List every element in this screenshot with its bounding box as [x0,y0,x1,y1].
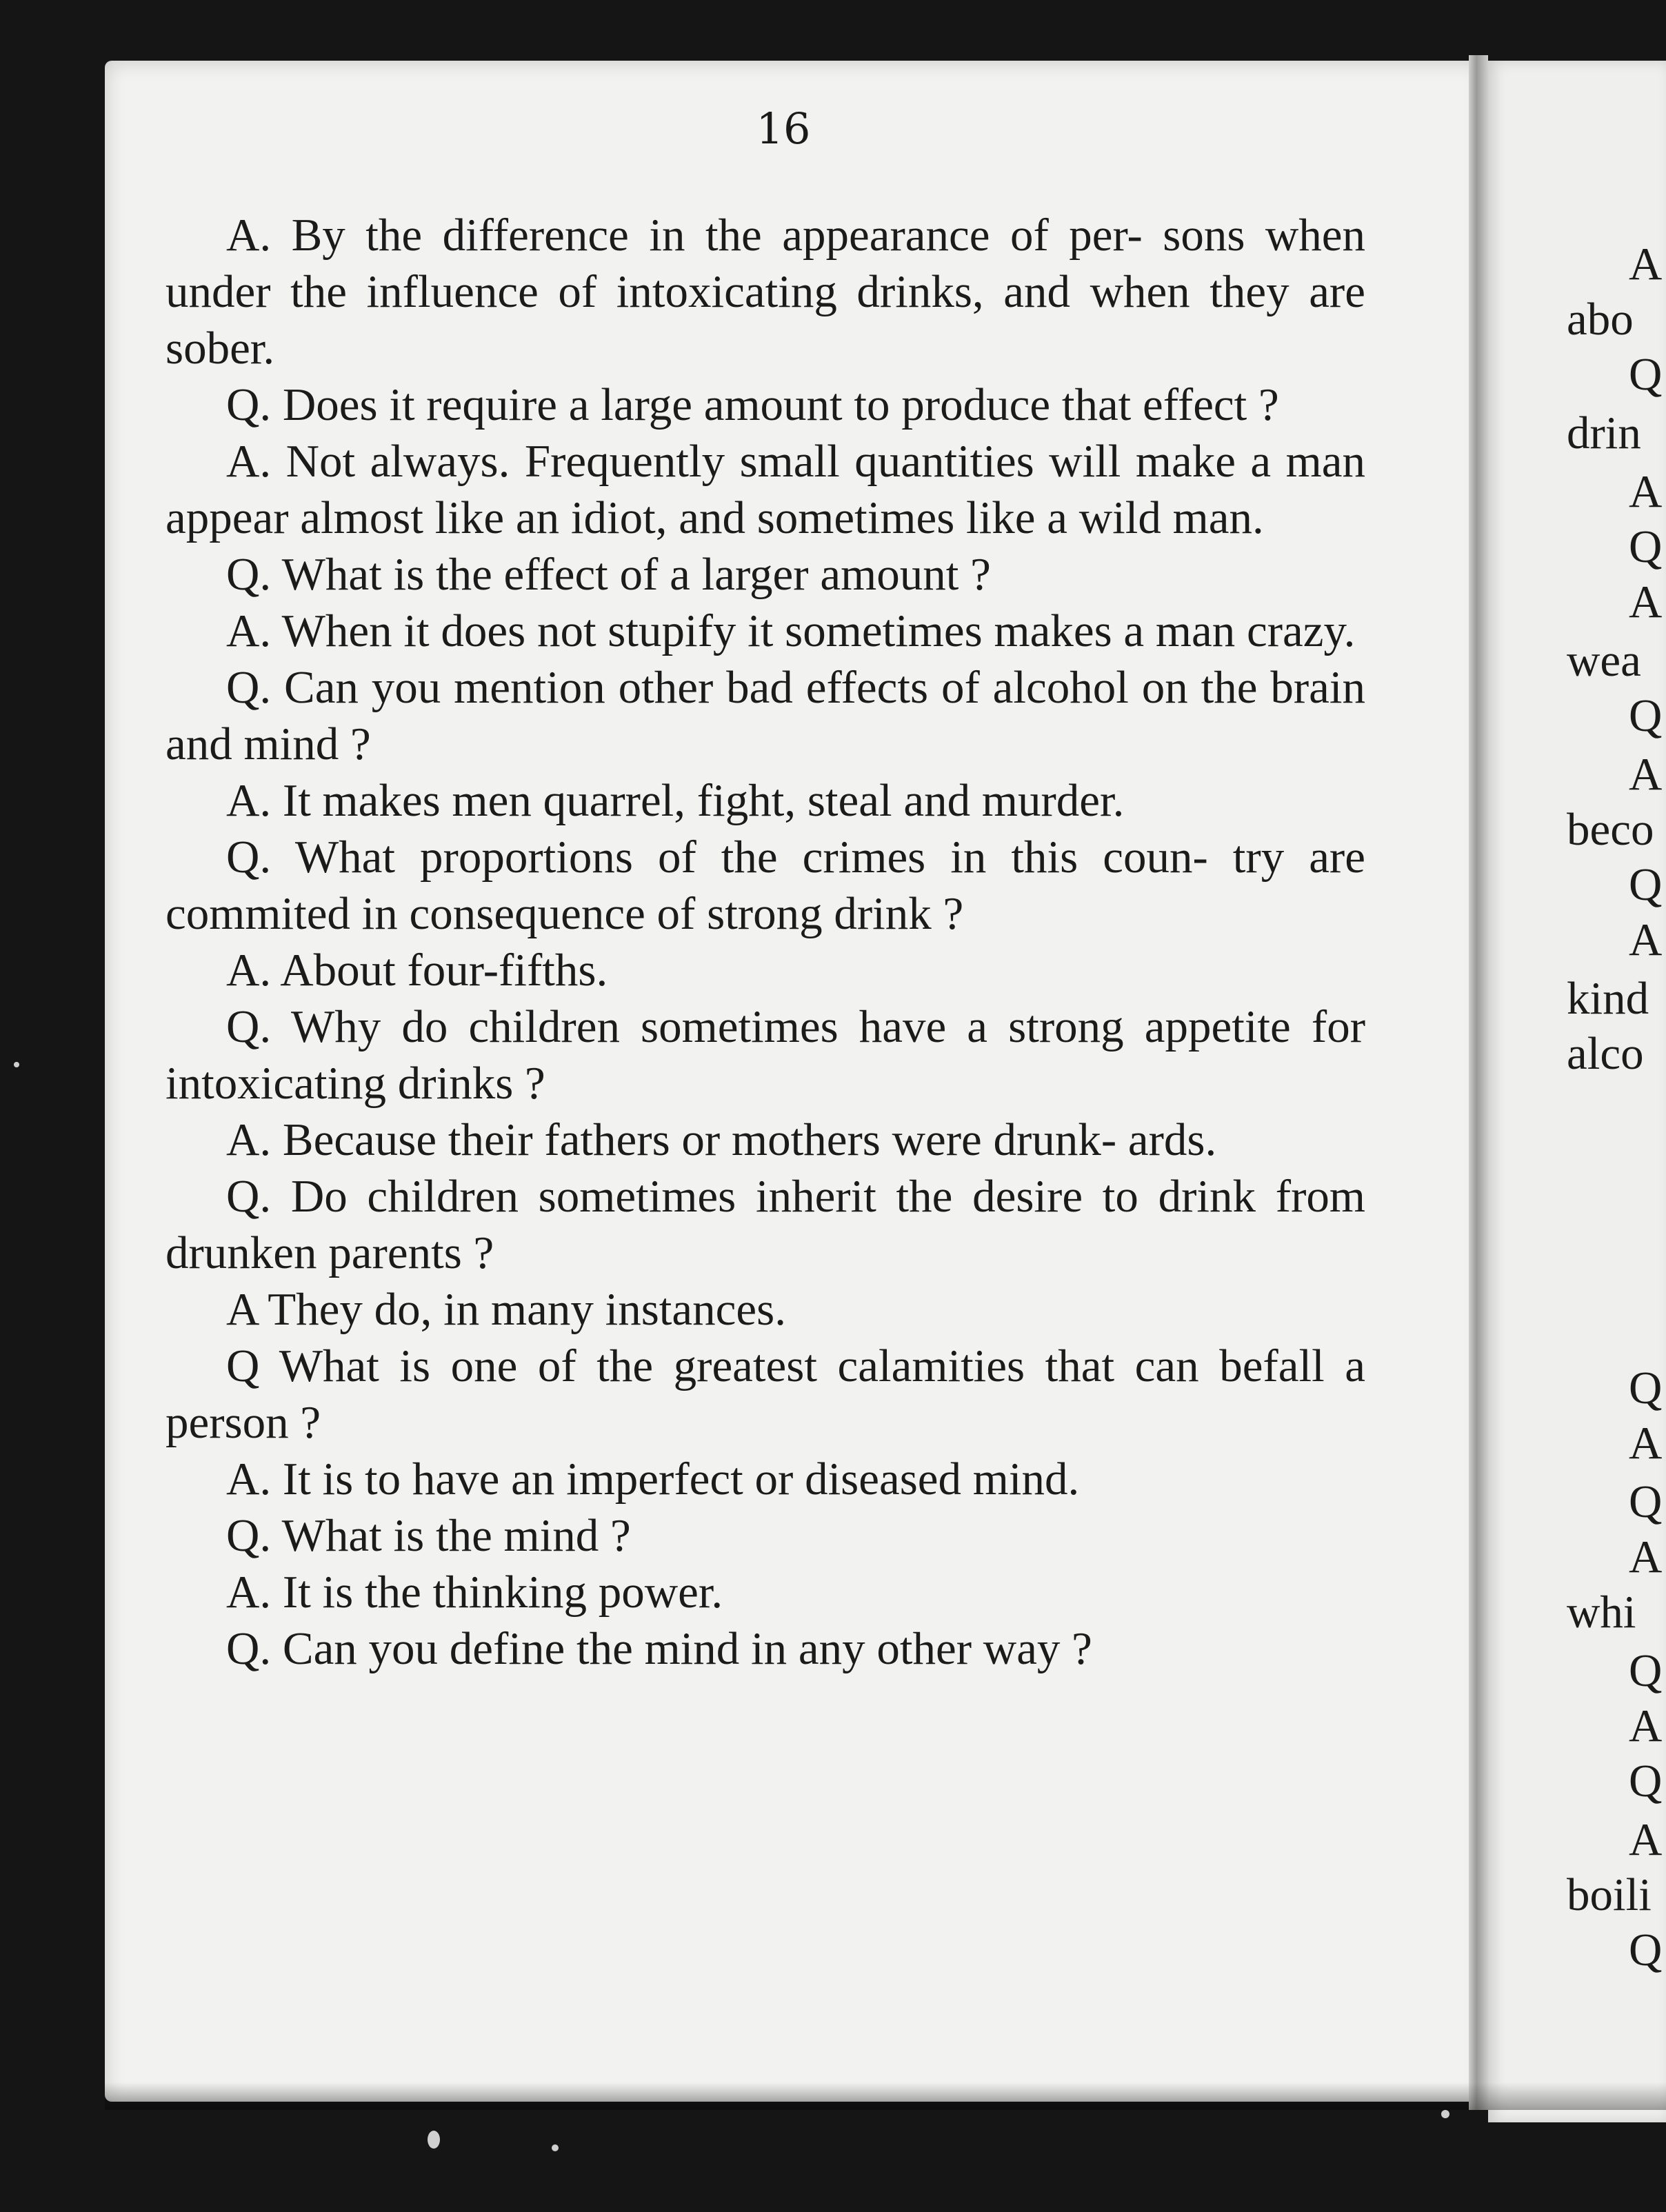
facing-fragment: A [1629,1700,1663,1751]
facing-fragment: Q [1629,1363,1663,1414]
catechism-text [165,207,1365,1677]
dust-speck [552,2144,559,2151]
facing-fragment: kind [1567,973,1649,1024]
paragraph: A. Not always. Frequently small quantities will make a man appear almost like an idiot, and sometimes like a wild man. [165,436,1365,543]
dust-speck [428,2131,440,2149]
paragraph: Q. Why do children sometimes have a strong appetite for intoxicating drinks ? [165,1001,1365,1109]
facing-fragment: Q [1629,521,1663,572]
facing-fragment: A [1629,576,1663,627]
paragraph: Q. What proportions of the crimes in this coun- try are commited in consequence of strong drink ? [165,832,1365,939]
paragraph: A. By the difference in the appearance of per- sons when under the influence of intoxicating drinks, and when they are sober. [165,210,1365,374]
facing-fragment: Q [1629,1645,1663,1696]
facing-fragment: Q [1629,349,1663,400]
paragraph: Q. Can you define the mind in any other way ? [226,1623,1092,1674]
paragraph: A. It makes men quarrel, fight, steal and murder. [226,775,1125,826]
facing-fragment: beco [1567,804,1654,855]
facing-fragment: A [1629,1418,1663,1469]
facing-fragment: A [1629,1531,1663,1582]
facing-fragment: Q [1629,1476,1663,1527]
page-edge-shadow [105,2082,1666,2110]
facing-fragment: A [1629,749,1663,800]
paragraph: Q. Does it require a large amount to produce that effect ? [226,379,1279,430]
facing-fragment: A [1629,914,1663,965]
paragraph: Q. What is the mind ? [226,1510,631,1561]
paragraph: Q. Can you mention other bad effects of alcohol on the brain and mind ? [165,662,1365,770]
facing-fragment: Q [1629,1924,1663,1975]
facing-fragment: wea [1567,635,1641,686]
page-number: 16 [756,103,811,154]
facing-fragment: A [1629,1814,1663,1865]
facing-fragment: Q [1629,690,1663,741]
facing-fragment: Q [1629,1756,1663,1807]
facing-fragment: abo [1567,294,1634,345]
paragraph: Q. What is the effect of a larger amount ? [226,549,991,600]
facing-fragment: A [1629,239,1663,290]
facing-fragment: boili [1567,1869,1652,1920]
facing-fragment: Q [1629,859,1663,910]
paragraph: Q What is one of the greatest calamities that can befall a person ? [165,1340,1365,1448]
paragraph: Q. Do children sometimes inherit the desire to drink from drunken parents ? [165,1171,1365,1278]
book-gutter [1469,55,1488,2110]
paragraph: A. About four-fifths. [226,945,608,996]
dust-speck [14,1062,19,1067]
paragraph: A. When it does not stupify it sometimes makes a man crazy. [226,605,1356,656]
paragraph: A. It is the thinking power. [226,1567,723,1618]
dust-speck [1441,2110,1449,2118]
facing-fragment: A [1629,466,1663,517]
paragraph: A. Because their fathers or mothers were drunk- ards. [226,1114,1217,1165]
facing-fragment: drin [1567,408,1641,459]
paragraph: A. It is to have an imperfect or diseased mind. [226,1454,1080,1505]
paragraph: A They do, in many instances. [226,1284,786,1335]
facing-fragment: whi [1567,1587,1636,1638]
facing-fragment: alco [1567,1028,1644,1079]
